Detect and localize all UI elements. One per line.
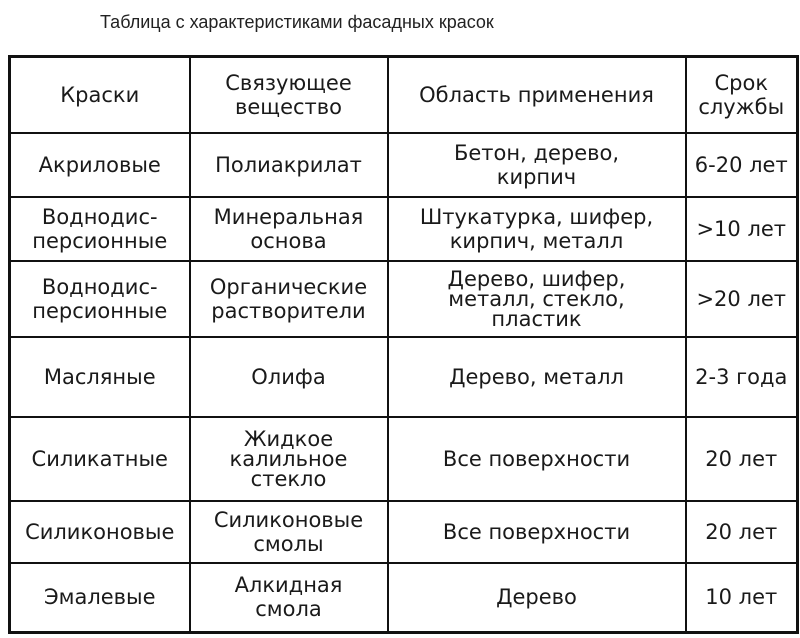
cell-binder: Олифа bbox=[190, 337, 388, 417]
header-application-area: Область применения bbox=[388, 57, 686, 133]
cell-service-life: 20 лет bbox=[686, 501, 798, 563]
header-binder: Связующее вещество bbox=[190, 57, 388, 133]
table-row bbox=[10, 337, 798, 417]
cell-application: Дерево, металл bbox=[388, 337, 686, 417]
cell-paint: Эмалевые bbox=[10, 563, 190, 633]
table-row bbox=[10, 133, 798, 197]
table-row bbox=[10, 417, 798, 501]
cell-paint: Воднодис- персионные bbox=[10, 197, 190, 261]
cell-binder: Минеральная основа bbox=[190, 197, 388, 261]
cell-service-life: >10 лет bbox=[686, 197, 798, 261]
table-row bbox=[10, 197, 798, 261]
cell-service-life: 10 лет bbox=[686, 563, 798, 633]
table-row bbox=[10, 563, 798, 633]
cell-binder: Алкидная смола bbox=[190, 563, 388, 633]
page-title: Таблица с характеристиками фасадных красок bbox=[100, 12, 494, 32]
cell-binder: Полиакрилат bbox=[190, 133, 388, 197]
paint-characteristics-table bbox=[8, 55, 799, 634]
cell-paint: Силикатные bbox=[10, 417, 190, 501]
header-paints: Краски bbox=[10, 57, 190, 133]
cell-service-life: 20 лет bbox=[686, 417, 798, 501]
table-header-row bbox=[10, 57, 798, 133]
cell-paint: Воднодис- персионные bbox=[10, 261, 190, 337]
cell-application: Все поверхности bbox=[388, 417, 686, 501]
cell-binder: Органические растворители bbox=[190, 261, 388, 337]
table-row bbox=[10, 501, 798, 563]
cell-service-life: >20 лет bbox=[686, 261, 798, 337]
cell-application: Дерево, шифер, металл, стекло, пластик bbox=[388, 261, 686, 337]
cell-application: Все поверхности bbox=[388, 501, 686, 563]
cell-application: Бетон, дерево, кирпич bbox=[388, 133, 686, 197]
cell-binder: Жидкое калильное стекло bbox=[190, 417, 388, 501]
cell-paint: Масляные bbox=[10, 337, 190, 417]
table-row bbox=[10, 261, 798, 337]
header-service-life: Срок службы bbox=[686, 57, 798, 133]
cell-application: Штукатурка, шифер, кирпич, металл bbox=[388, 197, 686, 261]
cell-service-life: 2-3 года bbox=[686, 337, 798, 417]
cell-application: Дерево bbox=[388, 563, 686, 633]
cell-paint: Силиконовые bbox=[10, 501, 190, 563]
cell-paint: Акриловые bbox=[10, 133, 190, 197]
cell-binder: Силиконовые смолы bbox=[190, 501, 388, 563]
cell-service-life: 6-20 лет bbox=[686, 133, 798, 197]
